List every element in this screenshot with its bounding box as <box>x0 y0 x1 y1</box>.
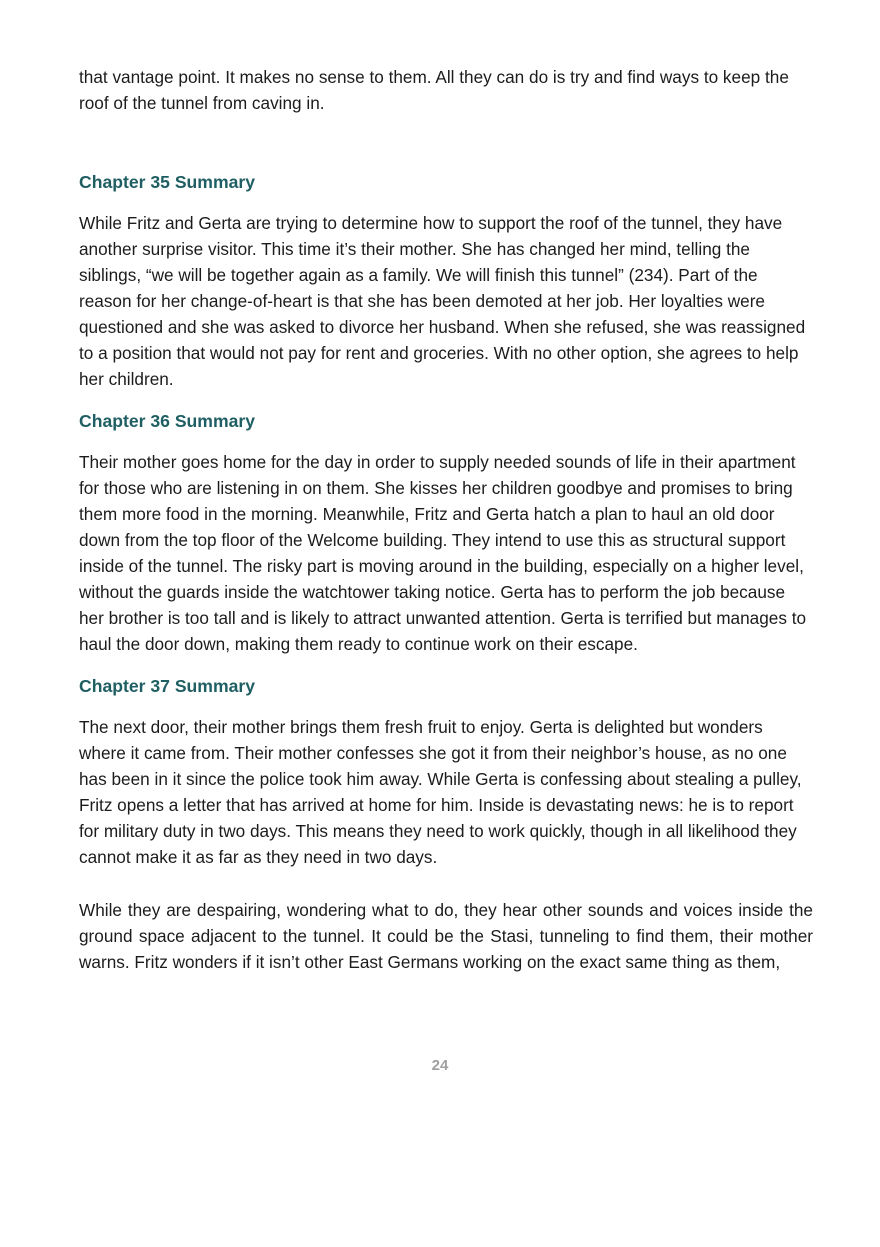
chapter-36-paragraph: Their mother goes home for the day in order to supply needed sounds of life in their apartment for those who are listening in on them. She kisses her children goodbye and promises to bring them more food in the morning. Meanwhile, Fritz and Gerta hatch a plan to haul an old door down from the top floor of the Welcome building. They intend to use this as structural support inside of the tunnel. The risky part is moving around in the building, especially on a higher level, without the guards inside the watchtower taking notice. Gerta has to perform the job because her brother is too tall and is likely to attract unwanted attention. Gerta is terrified but manages to haul the door down, making them ready to continue work on their escape. <box>79 452 807 654</box>
continuation-paragraph: that vantage point. It makes no sense to them. All they can do is try and find ways to keep the roof of the tunnel from caving in. <box>79 67 789 113</box>
document-page <box>79 64 813 975</box>
chapter-36-heading: Chapter 36 Summary <box>79 411 256 431</box>
page-number: 24 <box>431 1057 449 1074</box>
chapter-37-paragraph-2: While they are despairing, wondering what to do, they hear other sounds and voices inside the ground space adjacent to the tunnel. It could be the Stasi, tunneling to find them, their mother warns. Fritz wonders if it isn’t other East Germans working on the exact same thing as them, <box>79 900 813 972</box>
chapter-35-paragraph: While Fritz and Gerta are trying to determine how to support the roof of the tunnel, they have another surprise visitor. This time it’s their mother. She has changed her mind, telling the siblings, “we will be together again as a family. We will finish this tunnel” (234). Part of the reason for her change-of-heart is that she has been demoted at her job. Her loyalties were questioned and she was asked to divorce her husband. When she refused, she was reassigned to a position that would not pay for rent and groceries. With no other option, she agrees to help her children. <box>79 213 806 389</box>
chapter-35-heading: Chapter 35 Summary <box>79 172 256 192</box>
chapter-37-heading: Chapter 37 Summary <box>79 676 256 696</box>
chapter-37-paragraph-1: The next door, their mother brings them fresh fruit to enjoy. Gerta is delighted but wonders where it came from. Their mother confesses she got it from their neighbor’s house, as no one has been in it since the police took him away. While Gerta is confessing about stealing a pulley, Fritz opens a letter that has arrived at home for him. Inside is devastating news: he is to report for military duty in two days. This means they need to work quickly, though in all likelihood they cannot make it as far as they need in two days. <box>79 717 802 867</box>
